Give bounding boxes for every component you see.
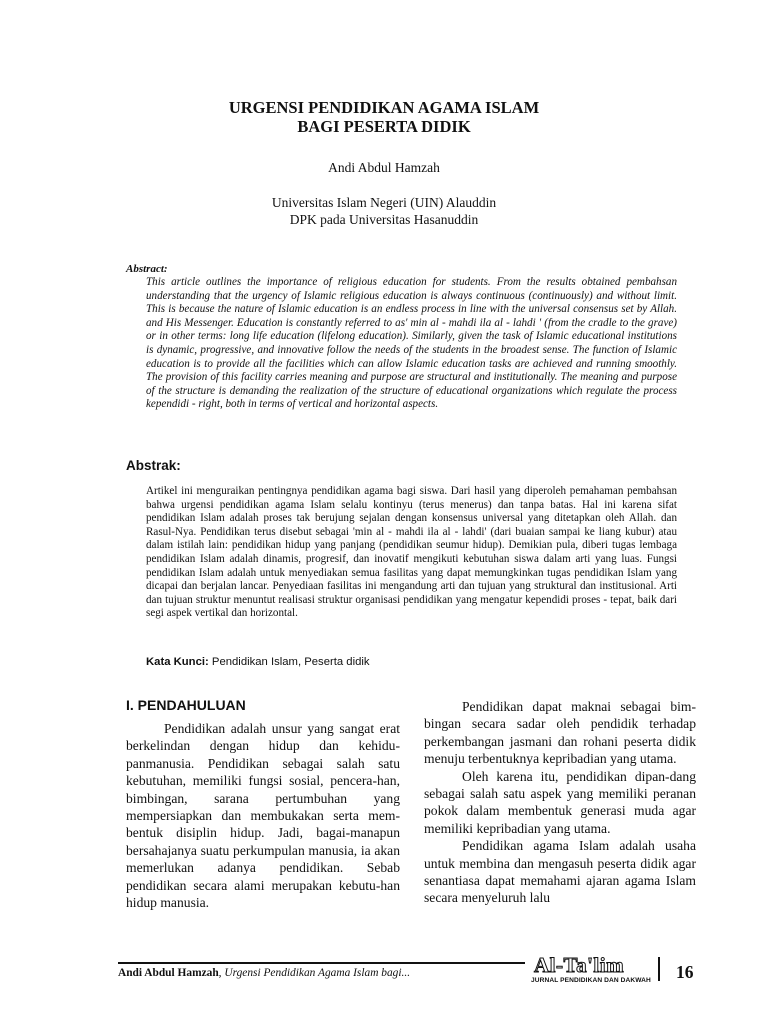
page-number: 16 [676, 962, 694, 982]
left-column [126, 720, 400, 911]
paper-title [0, 98, 768, 136]
section-heading: I. PENDAHULUAN [126, 697, 246, 713]
footer-author: Andi Abdul Hamzah [118, 967, 219, 979]
left-paragraph: Pendidikan adalah unsur yang sangat erat berkelindan dengan hidup dan kehidu-panmanusia. Pendidikan sebagai salah satu kebutuhan, memiliki fungsi sosial, pencera-han, bimbingan, sarana pertumbuhan yang mempersiapkan dan membukakan serta mem-bentuk disiplin hidup. Jadi, bagai-manapun bersahajanya suatu perkumpulan manusia, ia akan memerlukan adanya pendidikan. Sebab pendidikan secara alami merupakan kebutu-han hidup manusia. [126, 721, 400, 911]
journal-subtitle: JURNAL PENDIDIKAN DAN DAKWAH [531, 977, 651, 984]
affiliation-line-1: Universitas Islam Negeri (UIN) Alauddin [271, 195, 497, 210]
abstract-en-text: This article outlines the importance of religious education for students. From the results obtained pembahsan understanding that the urgency of Islamic religious education is always continuous (continuously) and without limit. This is because the nature of Islamic education is an endless process in line with the universal consensus set by Allah. and His Messenger. Education is constantly referred to as' min al - mahdi ila al - lahdi ' (from the cradle to the grave) or in other terms: long life education (lifelong education). Similarly, given the task of Islamic educational institutions is dynamic, progressive, and innovative follow the needs of the students in the broadest sense. The function of Islamic education is to provide all the facilities which can allow Islamic education tasks are achieved and running smoothly. The provision of this facility carries meaning and purpose are structural and institutionally. The meaning and purpose of the structure is demanding the realization of the structure of educational organizations which regulate the process kependidi - right, both in terms of vertical and horizontal aspects. [146, 276, 677, 411]
abstract-id-text: Artikel ini menguraikan pentingnya pendidikan agama bagi siswa. Dari hasil yang diperoleh pemahaman pembahsan bahwa urgensi pendidikan agama Islam selalu kontinyu (terus menerus) dan tanpa batas. Hal ini karena sifat pendidikan Islam adalah proses tak berujung sejalan dengan konsensus universal yang ditetapkan oleh Allah. dan Rasul-Nya. Pendidikan terus disebut sebagai 'min al - mahdi ila al - lahdi' (dari buaian sampai ke liang kubur) atau dalam istilah lain: pendidikan hidup yang panjang (pendidikan seumur hidup). Demikian pula, diberi tugas lembaga pendidikan Islam adalah dinamis, progresif, dan inovatif mengikuti kebutuhan siswa dalam arti yang luas. Fungsi pendidikan Islam adalah untuk menyediakan semua fasilitas yang dapat memungkinkan tugas pendidikan Islam yang dicapai dan berjalan lancar. Penyediaan fasilitas ini mengandung arti dan tujuan yang struktural dan institusional. Arti dan tujuan struktur menuntut realisasi struktur organisasi pendidikan yang mengatur kependidi proses - tepat, baik dari segi aspek vertikal dan horizontal. [146, 485, 677, 620]
affiliation-line-2: DPK pada Universitas Hasanuddin [289, 212, 479, 227]
keywords [146, 656, 370, 668]
right-column [424, 698, 696, 907]
footer-rule [118, 962, 525, 964]
footer-title: , Urgensi Pendidikan Agama Islam bagi... [218, 967, 411, 979]
affiliation [0, 194, 768, 228]
journal-logo-divider [658, 957, 660, 981]
abstract-en-label: Abstract: [126, 263, 168, 275]
keywords-text: Pendidikan Islam, Peserta didik [208, 656, 370, 668]
right-paragraph-3: Pendidikan agama Islam adalah usaha untuk membina dan mengasuh peserta didik agar senantiasa dapat memahami ajaran agama Islam secara menyeluruh lalu [424, 838, 696, 906]
title-line-2: BAGI PESERTA DIDIK [297, 117, 471, 136]
journal-logo: Al-Ta'lim [534, 953, 625, 977]
abstract-id-label: Abstrak: [126, 458, 181, 473]
right-paragraph-1: Pendidikan dapat maknai sebagai bim-bingan secara sadar oleh pendidik terhadap perkembangan jasmani dan rohani peserta didik menuju terbentuknya kepribadian yang utama. [424, 699, 696, 767]
footer-citation [118, 967, 410, 979]
title-line-1: URGENSI PENDIDIKAN AGAMA ISLAM [228, 98, 540, 117]
keywords-label: Kata Kunci: [146, 656, 209, 668]
right-paragraph-2: Oleh karena itu, pendidikan dipan-dang sebagai salah satu aspek yang memiliki peranan pokok dalam membentuk generasi muda agar memiliki kepribadian yang utama. [424, 768, 696, 836]
author-name: Andi Abdul Hamzah [328, 160, 440, 175]
